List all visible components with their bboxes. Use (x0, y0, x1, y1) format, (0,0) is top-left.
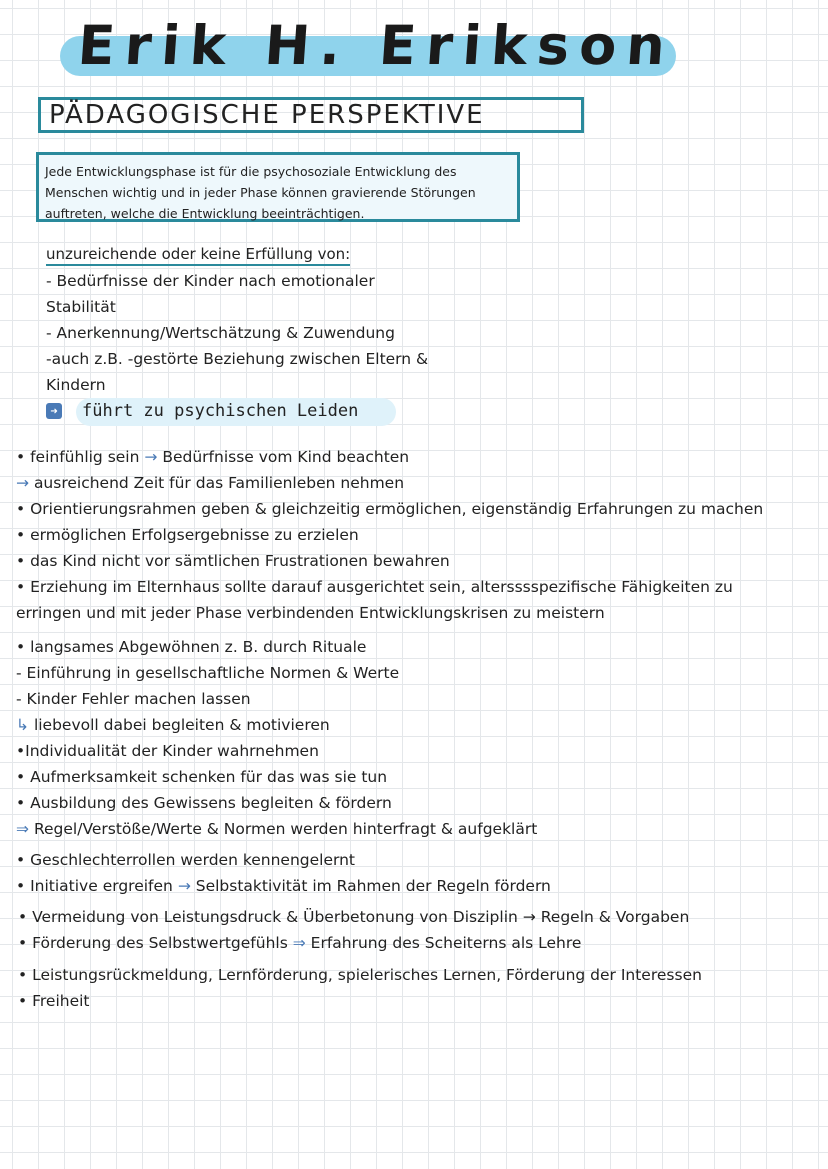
arrow-icon: → (16, 474, 29, 492)
list-item (18, 904, 689, 930)
bullet: • (16, 742, 26, 760)
arrow-icon: → (144, 448, 158, 466)
deficit-line: Stabilität (46, 298, 116, 316)
list-item (16, 686, 537, 712)
list-item (16, 496, 763, 522)
item-text: Erziehung im Elternhaus sollte darauf ausgerichtet sein, altersssspezifische Fähigkeiten zu (30, 578, 733, 596)
bullet: • (16, 851, 26, 869)
right-arrow-icon: ➜ (46, 403, 62, 419)
list-item (16, 712, 537, 738)
list-item (16, 444, 763, 470)
item-text: Orientierungsrahmen geben & gleichzeitig ermöglichen, eigenständig Erfahrungen zu machen (30, 500, 764, 518)
item-text: Regel/Verstöße/Werte & Normen werden hinterfragt & aufgeklärt (33, 820, 538, 838)
list-item (16, 764, 537, 790)
bullet: - (16, 690, 22, 708)
info-line: Menschen wichtig und in jeder Phase können gravierende Störungen (45, 185, 476, 200)
item-text: Förderung des Selbstwertgefühls (32, 934, 288, 952)
list-item (16, 816, 537, 842)
list-item (18, 988, 702, 1014)
item-text: Selbstaktivität im Rahmen der Regeln fördern (195, 877, 551, 895)
item-text: liebevoll dabei begleiten & motivieren (33, 716, 330, 734)
page-title: Erik H. Erikson (75, 14, 678, 77)
item-text: Einführung in gesellschaftliche Normen & Werte (26, 664, 400, 682)
bullet: • (18, 966, 28, 984)
list-item (16, 470, 763, 496)
info-line: Jede Entwicklungsphase ist für die psychosoziale Entwicklung des (45, 164, 457, 179)
list-item (16, 873, 551, 899)
item-text: Initiative ergreifen (30, 877, 173, 895)
list-group-1 (16, 444, 763, 626)
info-line: auftreten, welche die Entwicklung beeinträchtigen. (45, 206, 365, 221)
list-item (16, 574, 763, 600)
bullet: • (16, 578, 26, 596)
item-text: Aufmerksamkeit schenken für das was sie tun (30, 768, 388, 786)
bullet: - (16, 664, 22, 682)
list-item (18, 962, 702, 988)
deficit-line: Kindern (46, 376, 106, 394)
item-text: Bedürfnisse vom Kind beachten (162, 448, 410, 466)
arrow-icon: → (177, 877, 191, 895)
bullet: • (16, 794, 26, 812)
list-item (16, 522, 763, 548)
bullet: • (16, 500, 26, 518)
item-text: erringen und mit jeder Phase verbindenden Entwicklungskrisen zu meistern (16, 604, 605, 622)
item-text: Leistungsrückmeldung, Lernförderung, spielerisches Lernen, Förderung der Interessen (32, 966, 702, 984)
item-text: Kinder Fehler machen lassen (26, 690, 251, 708)
bullet: • (18, 992, 28, 1010)
list-item (16, 738, 537, 764)
deficit-line: - Anerkennung/Wertschätzung & Zuwendung (46, 324, 395, 342)
list-group-3 (16, 847, 551, 899)
item-text: ermöglichen Erfolgsergebnisse zu erzielen (30, 526, 359, 544)
bullet: • (18, 934, 28, 952)
item-text: langsames Abgewöhnen z. B. durch Rituale (30, 638, 367, 656)
info-box (36, 152, 520, 222)
list-item (16, 660, 537, 686)
item-text: Ausbildung des Gewissens begleiten & fördern (30, 794, 392, 812)
item-text: feinfühlig sein (30, 448, 140, 466)
bullet: • (16, 552, 26, 570)
deficit-line: - Bedürfnisse der Kinder nach emotionaler (46, 272, 375, 290)
deficits-heading: unzureichende oder keine Erfüllung von: (46, 244, 350, 266)
list-item (16, 634, 537, 660)
double-arrow-icon: ⇒ (292, 934, 306, 952)
item-text: Vermeidung von Leistungsdruck & Überbetonung von Disziplin (32, 908, 518, 926)
subtitle: PÄDAGOGISCHE PERSPEKTIVE (49, 100, 485, 130)
item-text: Freiheit (32, 992, 90, 1010)
bullet: • (16, 768, 26, 786)
subtitle-box (38, 97, 584, 133)
list-item (16, 847, 551, 873)
deficits-list (46, 268, 428, 398)
deficit-line: -auch z.B. -gestörte Beziehung zwischen Eltern & (46, 350, 429, 368)
arrow-icon: → (522, 908, 536, 926)
list-item (18, 930, 689, 956)
bullet: • (18, 908, 28, 926)
bullet: • (16, 638, 26, 656)
item-text: Erfahrung des Scheiterns als Lehre (310, 934, 582, 952)
item-text: Individualität der Kinder wahrnehmen (25, 742, 319, 760)
list-item (16, 548, 763, 574)
bullet: • (16, 448, 26, 466)
item-text: Geschlechterrollen werden kennengelernt (30, 851, 356, 869)
double-arrow-icon: ⇒ (16, 820, 29, 838)
return-arrow-icon: ↳ (16, 716, 29, 734)
result-line (46, 397, 358, 425)
item-text: das Kind nicht vor sämtlichen Frustrationen bewahren (30, 552, 450, 570)
item-text: Regeln & Vorgaben (540, 908, 690, 926)
list-item (16, 600, 763, 626)
list-group-5 (18, 962, 702, 1014)
bullet: • (16, 526, 26, 544)
list-item (16, 790, 537, 816)
list-group-2 (16, 634, 537, 842)
result-text: führt zu psychischen Leiden (82, 401, 359, 421)
item-text: ausreichend Zeit für das Familienleben nehmen (33, 474, 405, 492)
list-group-4 (18, 904, 689, 956)
bullet: • (16, 877, 26, 895)
